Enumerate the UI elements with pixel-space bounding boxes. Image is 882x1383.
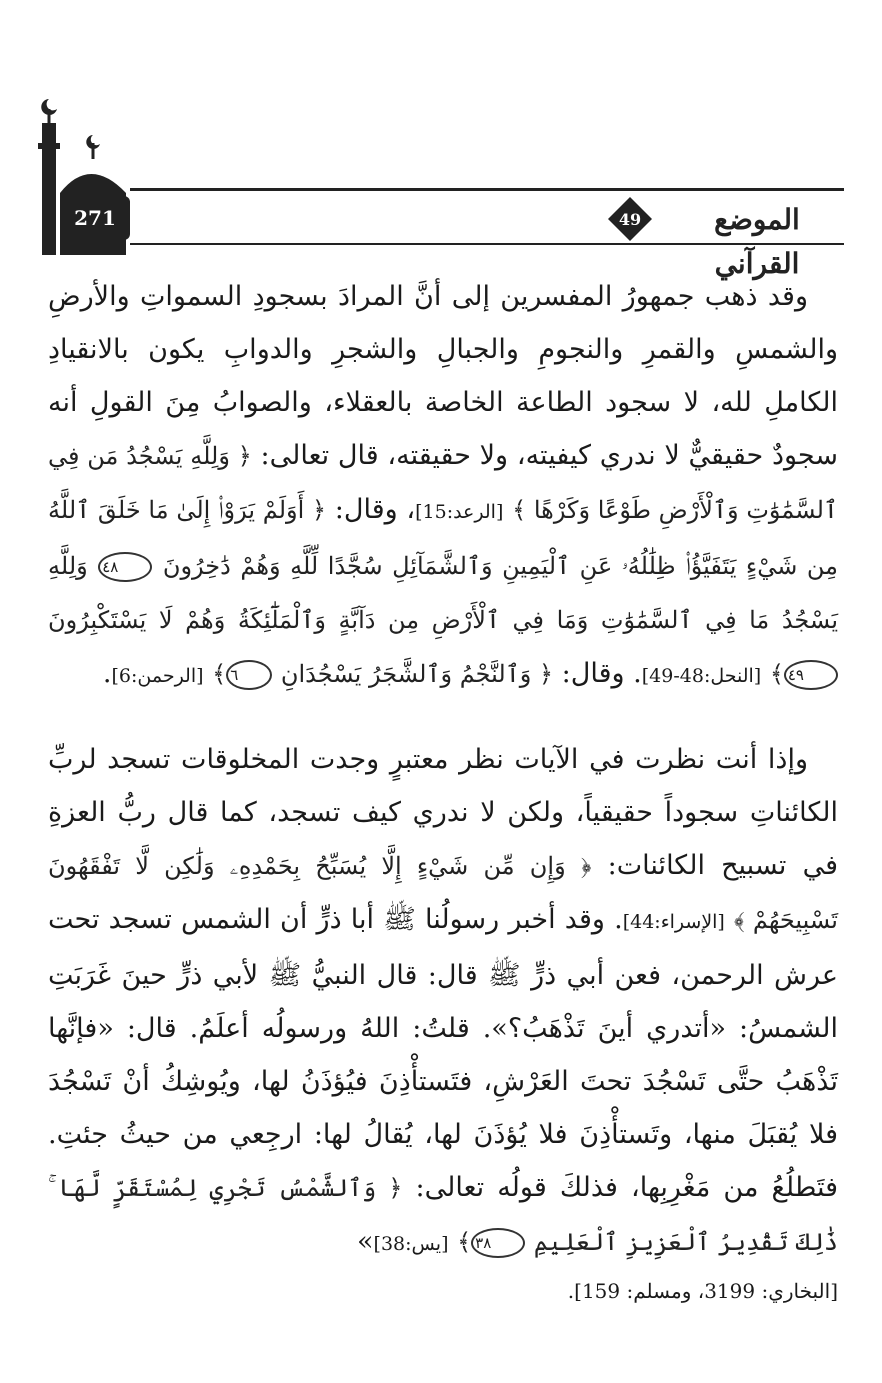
- paragraph-text: . وقد أخبر رسولُنا ﷺ أبا ذرٍّ أن الشمس تسجد تحت عرش الرحمن، فعن أبي ذرٍّ ﷺ قال: قال النبيُّ ﷺ لأبي ذرٍّ حينَ غَرَبَتِ الشمسُ:: [48, 904, 838, 1044]
- topic-number: 49: [618, 209, 642, 229]
- paragraph-text: ، وقال:: [334, 494, 416, 525]
- verse-reference: [الرعد:15]: [415, 501, 504, 523]
- page-body: [48, 270, 838, 1311]
- hadith-close-quote: »: [357, 1226, 374, 1257]
- quran-verse: وَلِلَّهِ يَسْجُدُ مَا فِي ٱلسَّمَٰوَٰتِ وَمَا فِي ٱلْأَرْضِ مِن دَآبَّةٍ وَٱلْمَلَٰٓئِكَةُ وَهُمْ لَا يَسْتَكْبِرُونَ: [48, 552, 838, 634]
- verse-close-bracket: ﴾: [769, 660, 784, 688]
- paragraph-sujud: [48, 270, 838, 703]
- verse-reference: [يس:38]: [373, 1233, 449, 1255]
- verse-close-bracket: ﴾: [212, 660, 227, 688]
- quran-verse: ﴿ وَإِن مِّن شَيْءٍ إِلَّا يُسَبِّحُ بِحَمْدِهِۦ وَلَٰكِن لَّا تَفْقَهُونَ تَسْبِيحَهُمْ ﴾: [48, 852, 838, 934]
- verse-close-bracket: ﴾: [457, 1228, 472, 1256]
- verse-number-marker: ٤٩: [784, 660, 838, 690]
- verse-reference: [الرحمن:6]: [111, 665, 204, 687]
- verse-number-marker: ٤٨: [98, 552, 152, 582]
- verse-reference: [الإسراء:44]: [622, 911, 725, 933]
- topic-number-badge: [598, 197, 662, 241]
- hadith-text: «أتدري أينَ تَذْهَبُ؟». قلتُ: اللهُ ورسولُه أعلَمُ. قال: «فإنَّها تَذْهَبُ حتَّى تَسْجُدَ تحتَ العَرْشِ، فتَستأْذِنَ فيُؤذَنُ لها، ويُوشِكُ أنْ تَسْجُدَ فلا يُقبَلَ منها، وتَستأْذِنَ فلا يُؤذَنَ لها، يُقالُ لها: ارجِعي من حيثُ جئتِ. فتَطلُعُ من مَغْرِبِها، فذلكَ قولُه تعالى:: [48, 1013, 839, 1203]
- paragraph-gap: [48, 703, 838, 733]
- quran-verse: ﴿ وَٱلشَّمْسُ تَجْرِي لِمُسْتَقَرٍّ لَّهَا ۚ ذَٰلِكَ تَقْدِيرُ ٱلْعَزِيزِ ٱلْعَلِيمِ: [48, 1174, 838, 1256]
- paragraph-hadith: [48, 733, 838, 1271]
- header-top-rule: [130, 188, 844, 191]
- quran-verse: ﴿ وَلِلَّهِ يَسْجُدُ مَن فِي ٱلسَّمَٰوَٰتِ وَٱلْأَرْضِ طَوْعًا وَكَرْهًا ﴾: [48, 442, 838, 524]
- verse-reference: [النحل:48-49]: [641, 665, 762, 687]
- verse-number-marker: ٣٨: [471, 1228, 525, 1258]
- quran-verse: ﴿ أَوَلَمْ يَرَوْا۟ إِلَىٰ مَا خَلَقَ ٱللَّهُ مِن شَيْءٍ يَتَفَيَّؤُا۟ ظِلَٰلُهُۥ عَنِ ٱلْيَمِينِ وَٱلشَّمَآئِلِ سُجَّدًا لِّلَّهِ وَهُمْ دَٰخِرُونَ: [48, 496, 838, 580]
- page-number: 271: [60, 196, 130, 240]
- paragraph-text: . وقال:: [561, 658, 642, 689]
- paragraph-text: وقد ذهب جمهورُ المفسرين إلى أنَّ المرادَ بسجودِ السمواتِ والأرضِ والشمسِ والقمرِ والنجومِ والجبالِ والشجرِ والدوابِ يكون بالانقيادِ الكاملِ لله، لا سجود الطاعة الخاصة بالعقلاء، والصوابُ مِنَ القولِ أنه سجودٌ حقيقيٌّ لا ندري كيفيته، ولا حقيقته، قال تعالى:: [48, 281, 838, 471]
- page-header: [0, 0, 882, 280]
- hadith-source: [البخاري: 3199، ومسلم: 159].: [567, 1279, 838, 1303]
- verse-number-marker: ٦: [226, 660, 272, 690]
- paragraph-text: وإذا أنت نظرت في الآيات نظر معتبرٍ وجدت المخلوقات تسجد لربِّ الكائناتِ سجوداً حقيقياً، ولكن لا ندري كيف تسجد، كما قال ربُّ العزةِ في تسبيح الكائنات:: [48, 744, 838, 881]
- quran-verse: ﴿ وَٱلنَّجْمُ وَٱلشَّجَرُ يَسْجُدَانِ: [280, 660, 554, 688]
- paragraph-text: .: [102, 658, 112, 689]
- running-title: الموضع القرآني: [714, 203, 800, 280]
